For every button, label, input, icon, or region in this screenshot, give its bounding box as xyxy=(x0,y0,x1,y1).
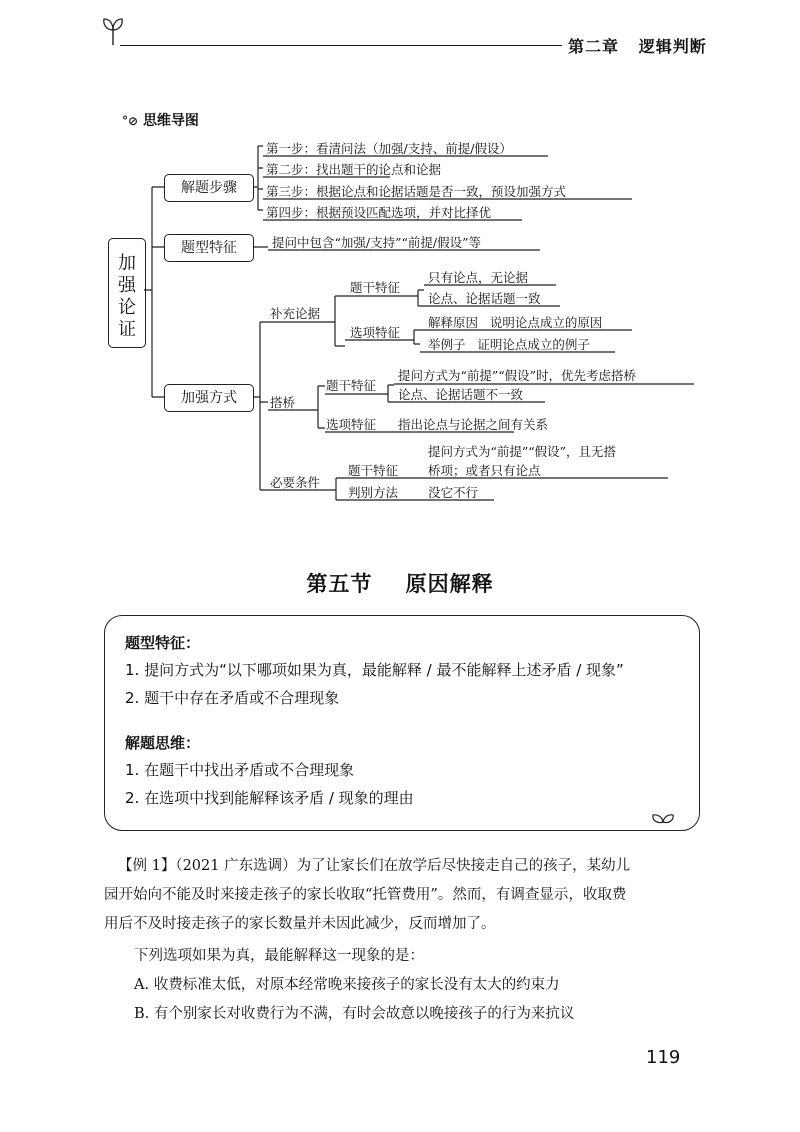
mindmap-icon: °⊘ xyxy=(122,114,139,128)
supplement-label: 补充论据 xyxy=(270,306,321,321)
example-question: 下列选项如果为真，最能解释这一现象的是： xyxy=(134,948,424,964)
root-char: 论 xyxy=(118,297,136,318)
mindmap-title-text: 思维导图 xyxy=(142,113,199,129)
supplement-stem-label: 题干特征 xyxy=(350,280,401,295)
necessary-stem-line: 桥项；或者只有论点 xyxy=(428,463,541,478)
necessary-judge-text: 没它不行 xyxy=(428,485,479,500)
necessary-stem-line: 提问方式为“前提”“假设”，且无搭 xyxy=(428,444,617,459)
bridge-stem-label: 题干特征 xyxy=(326,378,377,393)
bridge-stem-item: 提问方式为“前提”“假设”时，优先考虑搭桥 xyxy=(398,368,637,383)
box-item: 1. 提问方式为“以下哪项如果为真，最能解释 / 最不能解释上述矛盾 / 现象” xyxy=(125,661,624,679)
necessary-stem-label: 题干特征 xyxy=(348,463,399,478)
necessary-label: 必要条件 xyxy=(270,475,321,490)
mindmap-root xyxy=(108,238,146,348)
box-heading: 解题思维： xyxy=(125,734,201,752)
bridge-label: 搭桥 xyxy=(270,395,296,410)
step-item: 第四步：根据预设匹配选项，并对比择优 xyxy=(266,205,492,220)
supplement-option-label: 选项特征 xyxy=(350,325,401,340)
example-option: A. 收费标准太低，对原本经常晚来接孩子的家长没有太大的约束力 xyxy=(134,977,560,993)
bridge-option-label: 选项特征 xyxy=(326,417,377,432)
supplement-option-item: 解释原因 说明论点成立的原因 xyxy=(428,315,603,330)
summary-box xyxy=(104,615,700,831)
supplement-stem-item: 论点、论据话题一致 xyxy=(428,291,541,306)
example-line: 园开始向不能及时来接走孩子的家长收取“托管费用”。然而，有调查显示，收取费 xyxy=(104,887,627,903)
box-item: 2. 在选项中找到能解释该矛盾 / 现象的理由 xyxy=(125,789,414,807)
page-number: 119 xyxy=(646,1047,681,1068)
root-char: 强 xyxy=(118,275,136,296)
step-item: 第二步：找出题干的论点和论据 xyxy=(266,162,442,177)
bridge-stem-item: 论点、论据话题不一致 xyxy=(398,387,524,402)
necessary-judge-label: 判别方法 xyxy=(348,485,399,500)
section-title: 第五节 原因解释 xyxy=(306,571,494,596)
example-option: B. 有个别家长对收费行为不满，有时会故意以晚接孩子的行为来抗议 xyxy=(134,1006,575,1022)
header-chapter: 第二章 xyxy=(568,37,620,56)
box-item: 1. 在题干中找出矛盾或不合理现象 xyxy=(125,761,355,779)
branch-type: 题型特征 xyxy=(164,234,254,262)
example-line: 【例 1】（2021 广东选调）为了让家长们在放学后尽快接走自己的孩子，某幼儿 xyxy=(118,858,631,874)
header-title: 逻辑判断 xyxy=(638,37,707,56)
branch-method: 加强方式 xyxy=(164,384,254,412)
supplement-option-item: 举例子 证明论点成立的例子 xyxy=(428,337,590,352)
branch-steps: 解题步骤 xyxy=(164,174,254,202)
leaf-icon xyxy=(651,812,675,824)
supplement-stem-item: 只有论点，无论据 xyxy=(428,270,529,285)
type-text: 提问中包含“加强/支持”“前提/假设”等 xyxy=(272,235,481,250)
bridge-option-text: 指出论点与论据之间有关系 xyxy=(398,417,549,432)
box-heading: 题型特征： xyxy=(125,634,201,652)
root-char: 证 xyxy=(118,319,136,340)
step-item: 第三步：根据论点和论据话题是否一致，预设加强方式 xyxy=(266,184,567,199)
root-char: 加 xyxy=(118,253,136,274)
example-line: 用后不及时接走孩子的家长数量并未因此减少，反而增加了。 xyxy=(104,916,496,932)
box-item: 2. 题干中存在矛盾或不合理现象 xyxy=(125,689,340,707)
step-item: 第一步：看清问法（加强/支持、前提/假设） xyxy=(266,141,512,156)
